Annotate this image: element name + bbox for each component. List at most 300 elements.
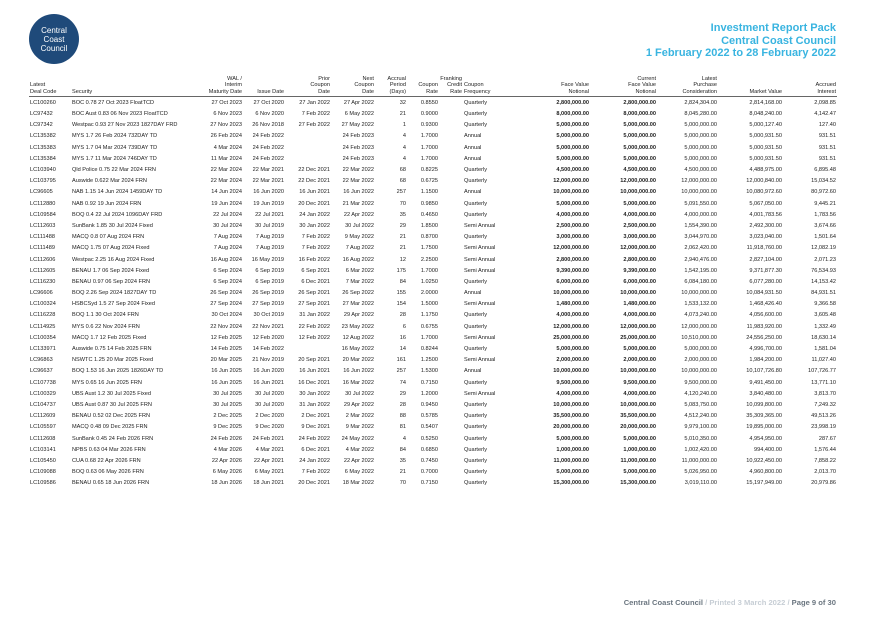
table-cell: 22 Apr 2021 [253,457,284,464]
footer-page: Page 9 of 30 [791,598,836,607]
logo-line-1: Central [41,25,67,35]
column-header-line: Accrual [387,76,406,82]
table-cell: 4,120,240.00 [684,390,717,397]
table-cell: 5,000,000.00 [556,346,589,353]
table-cell: 24,556,250.00 [746,334,782,341]
table-cell: 4,512,240.00 [684,413,717,420]
table-cell: 1,480,000.00 [556,301,589,308]
table-row [29,410,837,421]
table-cell: 22 Mar 2022 [342,167,374,174]
table-cell: 154 [396,301,406,308]
table-cell: 1.7000 [420,334,438,341]
table-cell: 22 Mar 2024 [210,167,242,174]
table-cell: 26 Sep 2024 [210,290,242,297]
table-cell: 76,534.93 [811,267,836,274]
table-cell: 4,954,950.00 [749,435,782,442]
table-cell [439,366,463,377]
table-cell: 14 Feb 2022 [252,346,284,353]
table-cell: LC100329 [30,390,56,397]
table-cell: BENAU 0.97 06 Sep 2024 FRN [72,278,151,285]
column-header-line: Maturity Date [208,88,242,95]
table-cell: 4 [402,435,406,442]
table-cell: 6 Sep 2024 [213,267,242,274]
table-cell: 1,000,000.00 [623,446,656,453]
table-cell: 5,000,000.00 [556,122,589,129]
table-cell [439,455,463,466]
table-cell: 10,510,000.00 [681,334,717,341]
table-cell: 0.5407 [420,424,438,431]
table-cell: 4,142.47 [814,111,836,118]
table-cell: Quarterly [464,312,488,319]
table-cell: 30 Jul 2022 [345,222,374,229]
table-cell: 3,023,040.00 [749,234,782,241]
table-cell: 28 [399,401,406,408]
column-header-line: Rate [426,88,438,95]
table-cell [439,399,463,410]
table-cell: 80,972.60 [811,189,836,196]
column-header-line: Current [637,76,656,82]
table-cell: 6 Sep 2024 [213,278,242,285]
table-cell: 9,500,000.00 [623,379,656,386]
table-cell: 5,000,000.00 [623,122,656,129]
table-cell: 2.2500 [420,256,438,263]
table-cell: 9 Dec 2020 [255,424,284,431]
table-cell: 1,542,195.00 [684,267,717,274]
table-cell: LC103940 [30,167,56,174]
table-cell: 3,813.70 [814,390,836,397]
table-cell: 22 Jul 2021 [255,211,284,218]
table-cell: 18,630.14 [811,334,836,341]
table-cell [439,332,463,343]
table-cell: Semi Annual [464,301,496,308]
table-cell: 7 Aug 2019 [255,234,284,241]
table-row [29,120,837,131]
table-cell: 2,800,000.00 [623,256,656,263]
table-cell: 2,000,000.00 [684,357,717,364]
table-cell: 6 Sep 2019 [255,278,284,285]
table-cell: 8,000,000.00 [623,111,656,118]
table-row [29,455,837,466]
table-cell: 21 [399,469,406,476]
report-period: 1 February 2022 to 28 February 2022 [645,47,836,59]
table-cell: 7 Feb 2022 [301,111,330,118]
table-cell: 18 Jun 2026 [211,480,242,487]
table-cell: Auswide 0.622 Mar 2024 FRN [72,178,147,185]
table-cell: 1.1500 [420,189,438,196]
table-cell: 257 [396,189,406,196]
table-row [29,299,837,310]
table-cell: 4,056,600.00 [749,312,782,319]
table-cell: 11,027.40 [811,357,836,364]
table-cell: 0.9850 [420,200,438,207]
table-row [29,310,837,321]
table-cell: 19,895,000.00 [746,424,782,431]
table-cell: 25,000,000.00 [620,334,656,341]
table-cell: 12,000,000.00 [681,178,717,185]
column-header-line: Coupon [354,82,374,89]
table-cell: 24 Feb 2022 [298,435,330,442]
table-cell: 49,513.26 [811,413,836,420]
table-cell: 6 Dec 2021 [301,446,330,453]
table-cell: 5,000,000.00 [623,346,656,353]
table-cell [439,355,463,366]
table-cell: Semi Annual [464,267,496,274]
table-cell: 5,000,000.00 [684,144,717,151]
table-cell: 30 Jul 2020 [255,401,284,408]
column-header [463,76,523,97]
table-cell: 1,783.56 [814,211,836,218]
table-cell: 8,048,240.00 [749,111,782,118]
table-cell: Quarterly [464,457,488,464]
table-cell: 10,000,000.00 [553,189,589,196]
table-cell: 11,918,760.00 [746,245,782,252]
table-header-row [29,76,837,97]
table-cell: 16 Jun 2021 [299,368,330,375]
table-cell: LC100324 [30,301,56,308]
table-cell: 27 May 2022 [341,122,374,129]
table-cell: 7 Mar 2022 [345,278,374,285]
table-cell: 6 Sep 2019 [255,267,284,274]
table-cell: 26 Feb 2024 [210,133,242,140]
table-cell: LC112605 [30,267,56,274]
table-cell: Quarterly [464,200,488,207]
table-cell: 0.8225 [420,167,438,174]
table-cell: 2,800,000.00 [556,99,589,106]
table-cell: 127.40 [818,122,836,129]
column-header [195,76,243,97]
table-cell: 12 Feb 2025 [210,334,242,341]
table-cell: Quarterly [464,469,488,476]
table-cell: 4,500,000.00 [623,167,656,174]
table-cell: Quarterly [464,435,488,442]
table-cell: 2,013.70 [814,469,836,476]
table-cell: 2 Dec 2021 [301,413,330,420]
table-cell: 22 Apr 2022 [343,457,374,464]
column-header [718,76,783,97]
table-cell: 7 Feb 2022 [301,469,330,476]
table-cell: LC97432 [30,111,53,118]
table-cell: MACQ 1.7 12 Feb 2025 Fixed [72,334,147,341]
column-header-line: Face Value [628,82,656,89]
table-cell: 5,000,000.00 [623,144,656,151]
table-cell: 27 Sep 2021 [298,301,330,308]
table-cell: Westpac 0.93 27 Nov 2023 1827DAY FRD [72,122,178,129]
column-header-line: Purchase [693,82,717,89]
table-row [29,466,837,477]
table-cell: 27 Mar 2022 [342,301,374,308]
table-cell: LC112608 [30,435,56,442]
table-cell: 4,000,000.00 [623,211,656,218]
table-cell: 1,576.44 [814,446,836,453]
table-row [29,478,837,489]
table-cell: Quarterly [464,401,488,408]
table-cell: 6,077,280.00 [749,278,782,285]
table-cell: BOQ 1.53 16 Jun 2025 1826DAY TD [72,368,164,375]
table-cell: 30 Jan 2022 [299,390,330,397]
table-cell: 2,824,304.00 [684,99,717,106]
column-header [331,76,375,97]
table-cell: 0.5785 [420,413,438,420]
table-cell: 12 Feb 2020 [252,334,284,341]
table-cell: 27 Oct 2023 [211,99,242,106]
column-header [29,76,71,97]
table-cell: LC103795 [30,178,56,185]
table-cell: 3,044,970.00 [684,234,717,241]
table-cell: LC103141 [30,446,56,453]
table-cell: 5,083,750.00 [684,401,717,408]
table-cell: LC96863 [30,357,53,364]
table-cell: BOQ 2.26 Sep 2024 1827DAY TD [72,290,157,297]
table-row [29,332,837,343]
table-cell: 6,084,180.00 [684,278,717,285]
column-header-line: WAL / [227,76,242,82]
table-cell: 11,000,000.00 [553,457,589,464]
table-cell: 10,000,000.00 [681,368,717,375]
column-header-line: Interest [817,88,836,95]
table-cell: 931.51 [818,155,836,162]
table-cell: LC111489 [30,245,55,252]
table-cell: LC111488 [30,234,55,241]
table-cell [439,131,463,142]
table-cell: 9,500,000.00 [556,379,589,386]
table-cell: LC96606 [30,290,53,297]
table-cell: 11 Mar 2024 [211,155,242,162]
table-cell [439,176,463,187]
table-cell: 26 Sep 2021 [298,290,330,297]
table-cell: 16 Jun 2020 [253,368,284,375]
table-cell: 10,000,000.00 [553,401,589,408]
table-cell: 21 Mar 2022 [342,200,374,207]
table-cell: 5,010,350.00 [684,435,717,442]
table-cell: 35,500,000.00 [620,413,656,420]
table-cell: 6,895.48 [814,167,836,174]
table-cell: 5,000,000.00 [623,133,656,140]
table-cell: 5,000,931.50 [749,155,782,162]
table-cell: 0.9000 [420,111,438,118]
table-row [29,108,837,119]
column-header [407,76,439,97]
table-cell: 4 [402,133,406,140]
table-cell: 0.7150 [420,379,438,386]
table-cell: 2,492,300.00 [749,222,782,229]
table-cell: 18 Jun 2021 [253,480,284,487]
table-cell: 24 Feb 2023 [342,144,374,151]
table-cell: 10,000,000.00 [620,290,656,297]
table-cell: 11,000,000.00 [620,457,656,464]
table-cell: 30 Jul 2025 [213,401,242,408]
column-header [375,76,407,97]
table-cell: 1 [402,122,406,129]
table-cell: 7 Aug 2024 [213,234,242,241]
column-header-line: Notional [568,88,589,95]
column-header-line: Latest [701,76,717,82]
table-cell: 27 Jan 2022 [299,99,330,106]
table-row [29,231,837,242]
table-cell: 0.8700 [420,234,438,241]
table-cell: NPBS 0.63 04 Mar 2026 FRN [72,446,146,453]
table-cell: 5,000,000.00 [623,469,656,476]
table-row [29,254,837,265]
table-cell: BOQ 0.63 06 May 2026 FRN [72,469,144,476]
column-header [590,76,657,97]
table-cell: BENAU 0.52 02 Dec 2025 FRN [72,413,151,420]
table-cell [285,343,331,354]
table-cell: 29 Apr 2022 [343,312,374,319]
table-cell: 12,000,000.00 [681,323,717,330]
table-cell: 2,940,476.00 [684,256,717,263]
table-cell [439,220,463,231]
table-cell: 2,500,000.00 [556,222,589,229]
table-cell: 20,000,000.00 [553,424,589,431]
table-cell: BENAU 0.65 18 Jun 2026 FRN [72,480,150,487]
table-cell: 27 Feb 2022 [298,122,330,129]
table-cell [439,478,463,489]
table-cell: 15,300,000.00 [620,480,656,487]
table-cell: 6 May 2021 [254,469,284,476]
table-cell: 6 May 2022 [344,111,374,118]
table-cell: 1.7000 [420,155,438,162]
table-cell: 30 Jul 2024 [213,222,242,229]
table-cell: 24 Feb 2023 [342,155,374,162]
column-header-line: Consideration [682,88,717,95]
table-cell: 16 Jun 2025 [211,379,242,386]
table-cell: 20 Mar 2022 [342,357,374,364]
table-cell: 4,000,000.00 [684,211,717,218]
report-title: Investment Report Pack [710,22,836,34]
table-cell: 29 Apr 2022 [343,401,374,408]
table-cell [439,209,463,220]
table-cell: Annual [464,189,482,196]
table-cell: 84,931.51 [811,290,836,297]
table-row [29,444,837,455]
table-cell: 0.9300 [420,122,438,129]
table-cell: 1,000,000.00 [556,446,589,453]
table-cell: 26 Sep 2019 [252,290,284,297]
table-cell [439,97,463,109]
table-cell: 9,500,000.00 [684,379,717,386]
table-cell: 7 Aug 2024 [213,245,242,252]
table-cell: 1.8500 [420,222,438,229]
table-cell: 4,500,000.00 [556,167,589,174]
table-cell: BOQ 0.4 22 Jul 2024 1096DAY FRD [72,211,163,218]
table-cell: 6 May 2026 [212,469,242,476]
table-row [29,153,837,164]
column-header [285,76,331,97]
table-cell [439,153,463,164]
table-cell: LC105597 [30,424,56,431]
table-cell: LC100354 [30,334,56,341]
table-cell: 9,445.21 [814,200,836,207]
table-cell: 10,000,000.00 [620,368,656,375]
table-cell: 5,000,000.00 [556,133,589,140]
table-cell: 74 [399,379,406,386]
table-cell: 5,000,000.00 [684,133,717,140]
table-cell: 26 Sep 2022 [342,290,374,297]
table-cell: 20 Dec 2021 [298,480,330,487]
table-cell: Quarterly [464,323,488,330]
table-cell [439,466,463,477]
table-cell: 24 Feb 2026 [210,435,242,442]
table-cell [439,410,463,421]
table-cell: 22 Mar 2021 [252,178,284,185]
table-cell: 5,000,931.50 [749,144,782,151]
table-cell: LC112880 [30,200,56,207]
table-cell: 4 [402,155,406,162]
column-header-line: Frequency [464,88,491,95]
table-cell: 5,000,000.00 [556,144,589,151]
table-cell: 7 Feb 2022 [301,245,330,252]
table-cell [439,231,463,242]
table-cell: 18 Mar 2022 [342,480,374,487]
column-header-line: Deal Code [30,88,57,95]
table-cell: Semi Annual [464,256,496,263]
table-cell: MYS 0.6 22 Nov 2024 FRN [72,323,140,330]
table-cell [439,254,463,265]
table-cell: LC109586 [30,480,56,487]
table-cell [439,444,463,455]
table-cell: 4,000,000.00 [556,390,589,397]
table-cell: 9,390,000.00 [556,267,589,274]
table-cell: UBS Aust 1.2 30 Jul 2025 Fixed [72,390,151,397]
table-cell: 15,197,949.00 [746,480,782,487]
table-cell: 5,000,000.00 [623,200,656,207]
table-cell: 27 Apr 2022 [343,99,374,106]
table-cell: 1,581.04 [814,346,836,353]
table-cell: LC112609 [30,413,56,420]
table-cell: 35 [399,211,406,218]
table-cell [439,310,463,321]
table-cell: LC114925 [30,323,56,330]
table-cell: 19 Jun 2024 [211,200,242,207]
column-header-line: Franking [440,76,462,82]
table-cell: 12,000,840.00 [746,178,782,185]
table-cell [439,299,463,310]
report-header [646,22,836,60]
table-cell: 1.0250 [420,278,438,285]
table-cell [439,388,463,399]
table-cell: Auswide 0.75 14 Feb 2025 FRN [72,346,152,353]
table-cell: 0.6725 [420,178,438,185]
table-cell: 2,098.85 [814,99,836,106]
table-cell: Quarterly [464,111,488,118]
table-cell: 14 Jun 2024 [211,189,242,196]
logo-line-2: Coast [43,34,65,44]
table-cell: 12 Aug 2022 [342,334,374,341]
table-cell: 2,800,000.00 [556,256,589,263]
table-cell: LC96637 [30,368,53,375]
column-header [71,76,195,97]
table-cell [285,131,331,142]
table-cell: Quarterly [464,346,488,353]
table-cell: 6 Dec 2021 [301,278,330,285]
table-cell: 5,000,000.00 [623,155,656,162]
table-cell: 84 [399,446,406,453]
table-cell: Quarterly [464,413,488,420]
table-row [29,187,837,198]
table-cell: 1.2000 [420,390,438,397]
table-cell: 16 Aug 2024 [210,256,242,263]
table-cell: 0.9450 [420,401,438,408]
table-cell: 12,000,000.00 [620,178,656,185]
table-cell: 29 [399,222,406,229]
table-cell: Westpac 2.25 16 Aug 2024 Fixed [72,256,155,263]
table-cell: 1,480,000.00 [623,301,656,308]
table-cell: Quarterly [464,178,488,185]
table-cell: 0.7000 [420,469,438,476]
table-row [29,276,837,287]
table-cell: 1.7500 [420,245,438,252]
table-cell: 16 May 2019 [251,256,284,263]
